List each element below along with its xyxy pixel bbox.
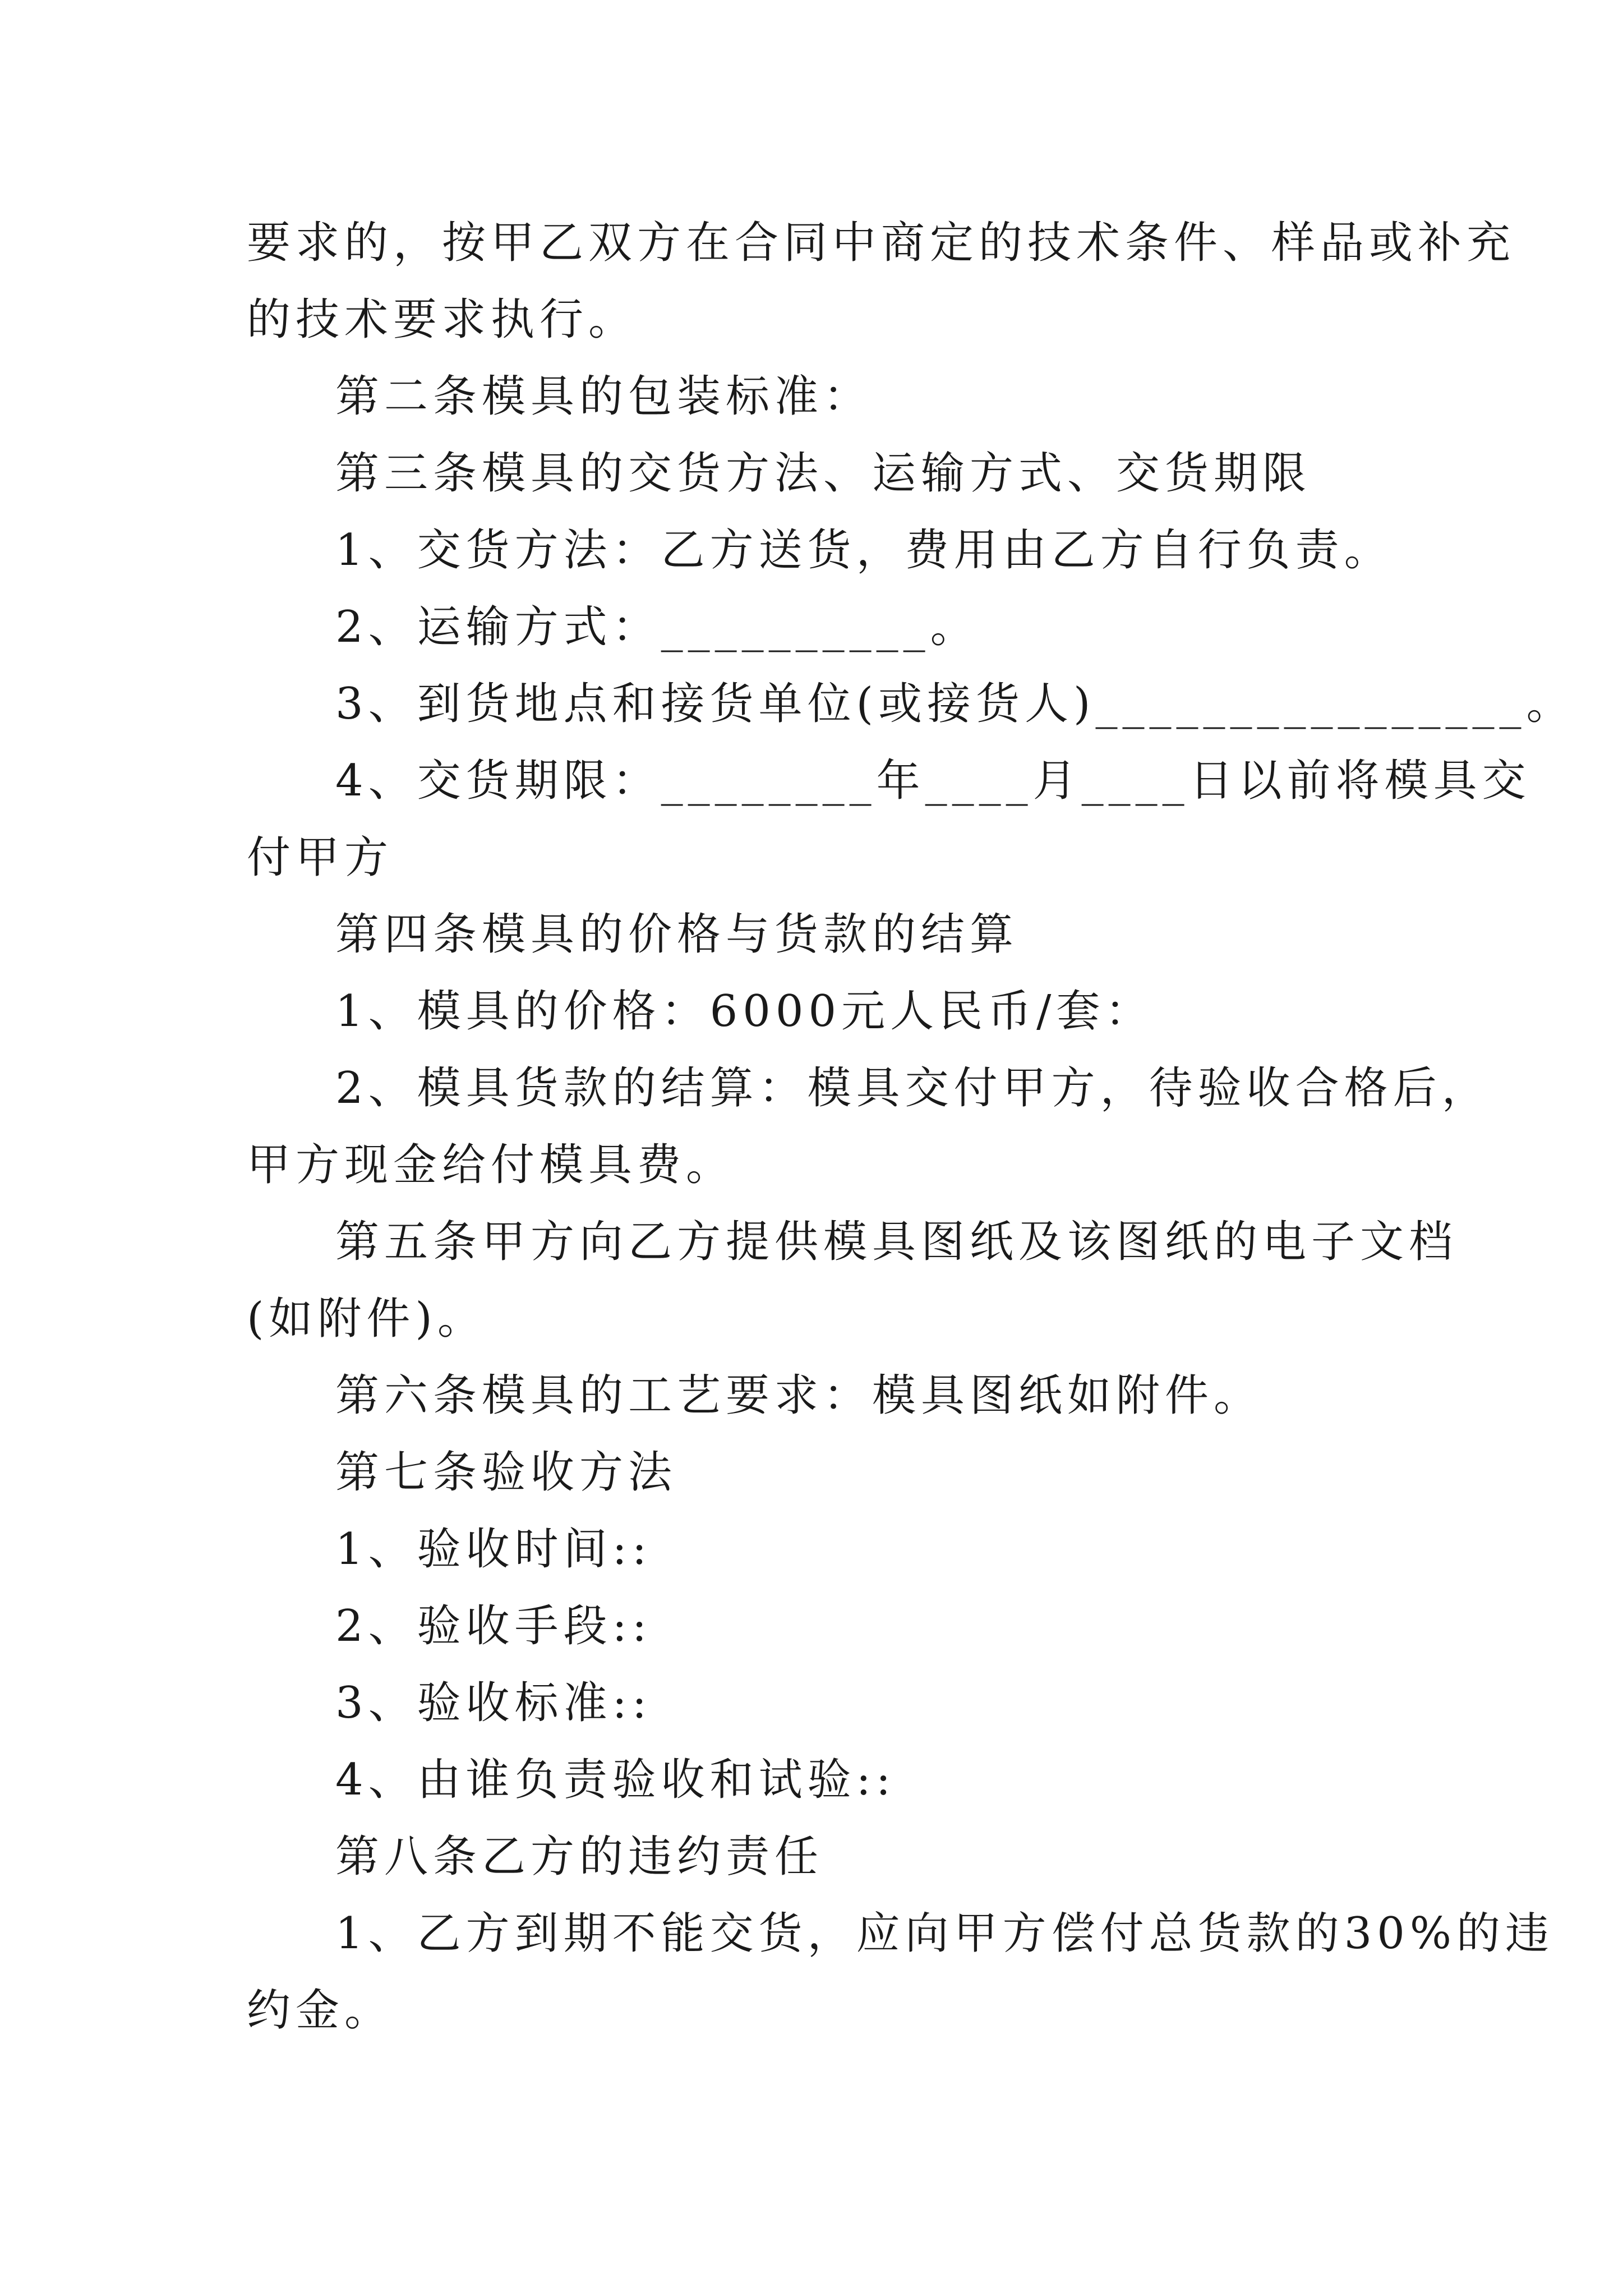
list-item: 2、运输方式：__________。: [335, 602, 979, 652]
document-body: [247, 205, 1575, 2049]
article-heading: 第六条模具的工艺要求：模具图纸如附件。: [335, 1370, 1263, 1421]
paragraph-line: (如附件)。: [247, 1294, 486, 1344]
list-item: 2、模具货款的结算：模具交付甲方，待验收合格后，: [335, 1063, 1491, 1114]
list-item: 4、交货期限：________年____月____日以前将模具交: [335, 756, 1531, 806]
paragraph-line: 的技术要求执行。: [247, 295, 638, 345]
list-item: 3、到货地点和接货单位(或接货人)________________。: [335, 679, 1575, 729]
list-item: 4、由谁负责验收和试验::: [335, 1755, 896, 1805]
list-item: 2、验收手段::: [335, 1601, 652, 1651]
paragraph-line: 要求的，按甲乙双方在合同中商定的技术条件、样品或补充: [247, 218, 1516, 268]
list-item: 1、乙方到期不能交货，应向甲方偿付总货款的30%的违: [335, 1908, 1554, 1959]
paragraph-line: 付甲方: [247, 832, 394, 883]
list-item: 3、验收标准::: [335, 1678, 652, 1728]
list-item: 1、验收时间::: [335, 1524, 652, 1575]
article-heading: 第四条模具的价格与货款的结算: [335, 909, 1019, 960]
paragraph-line: 甲方现金给付模具费。: [247, 1140, 735, 1190]
article-heading: 第二条模具的包装标准：: [335, 371, 873, 422]
paragraph-line: 约金。: [247, 1985, 394, 2036]
list-item: 1、交货方法：乙方送货，费用由乙方自行负责。: [335, 525, 1393, 576]
list-item: 1、模具的价格：6000元人民币/套：: [335, 986, 1154, 1037]
article-heading: 第八条乙方的违约责任: [335, 1832, 824, 1882]
article-heading: 第三条模具的交货方法、运输方式、交货期限: [335, 448, 1312, 499]
article-heading: 第五条甲方向乙方提供模具图纸及该图纸的电子文档: [335, 1217, 1458, 1267]
article-heading: 第七条验收方法: [335, 1447, 677, 1498]
